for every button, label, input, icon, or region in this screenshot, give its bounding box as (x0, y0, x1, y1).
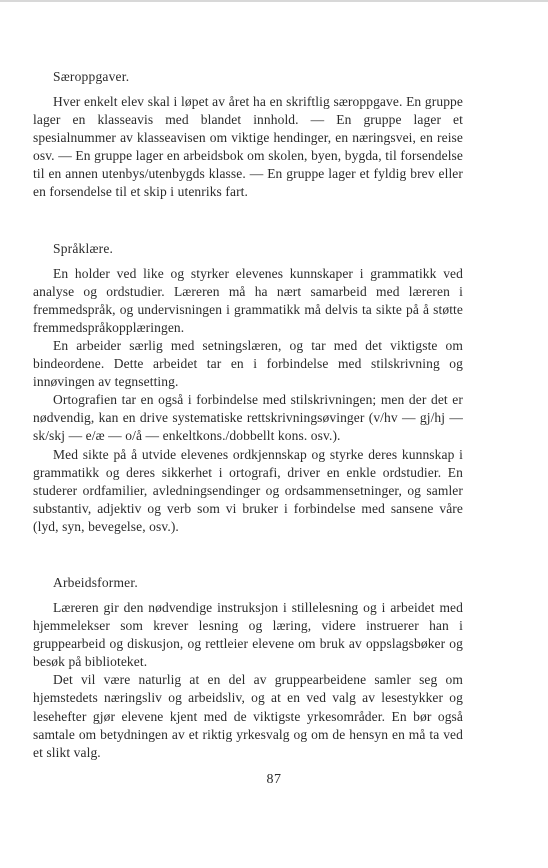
section-arbeidsformer (33, 574, 463, 762)
paragraph: Hver enkelt elev skal i løpet av året ha en skriftlig særoppgave. En gruppe lager en klasseavis med blandet innhold. — En gruppe lager et spesialnummer av klasseavisen om viktige hendinger, en næringsvei, en reise osv. — En gruppe lager en arbeidsbok om skolen, byen, bygda, til forsendelse til en annen utenbys/utenbygds klasse. — En gruppe lager et fyldig brev eller en forsendelse til et skip i utenriks fart. (33, 94, 463, 200)
section-saeroppgaver (33, 68, 463, 202)
page-top-edge (0, 0, 548, 2)
document-page (33, 68, 463, 762)
section-heading: Språklære. (53, 240, 114, 256)
paragraph: Med sikte på å utvide elevenes ordkjennskap og styrke deres kunnskap i grammatikk og deres sikkerhet i ortografi, driver en enkle ordstudier. En studerer ordfamilier, avledningsendinger og ordsammensetninger, og samler substantiv, adjektiv og verb som vi bruker i forbindelse med sansene våre (lyd, syn, bevegelse, osv.). (33, 446, 463, 534)
paragraph: Ortografien tar en også i forbindelse med stilskrivningen; men der det er nødvendig, kan en drive systematiske rettskrivningsøvinger (v/hv — gj/hj — sk/skj — e/æ — o/å — enkeltkons./dobbellt kons. osv.). (33, 392, 463, 444)
paragraph: Det vil være naturlig at en del av gruppearbeidene samler seg om hjemstedets næringsliv og arbeidsliv, og at en ved valg av lesestykker og lesehefter gjør elevene kjent med de viktigste yrkesområder. En bør også samtale om betydningen av et riktig yrkesvalg og om de hensyn en må ta ved et slikt valg. (33, 672, 463, 760)
page-number: 87 (266, 772, 282, 787)
section-heading: Særoppgaver. (53, 69, 130, 84)
section-heading: Arbeidsformer. (53, 574, 138, 590)
paragraph: En arbeider særlig med setningslæren, og tar med det viktigste om bindeordene. Dette arbeidet tar en i forbindelse med stilskrivning og innøvingen av tegnsetting. (33, 337, 463, 390)
paragraph: Læreren gir den nødvendige instruksjon i stillelesning og i arbeidet med hjemmelekser som krever lesning og læring, videre instruerer han i gruppearbeid og diskusjon, og rettleier elevene om bruk av oppslagsbøker og besøk på biblioteket. (33, 599, 463, 670)
section-spraklaere (33, 240, 463, 536)
paragraph: En holder ved like og styrker elevenes kunnskaper i grammatikk ved analyse og ordstudier. Læreren må ha nært samarbeid med læreren i fremmedspråk, og undervisningen i grammatikk må delvis ta sikte på å støtte fremmedspråkopplæringen. (33, 265, 463, 335)
